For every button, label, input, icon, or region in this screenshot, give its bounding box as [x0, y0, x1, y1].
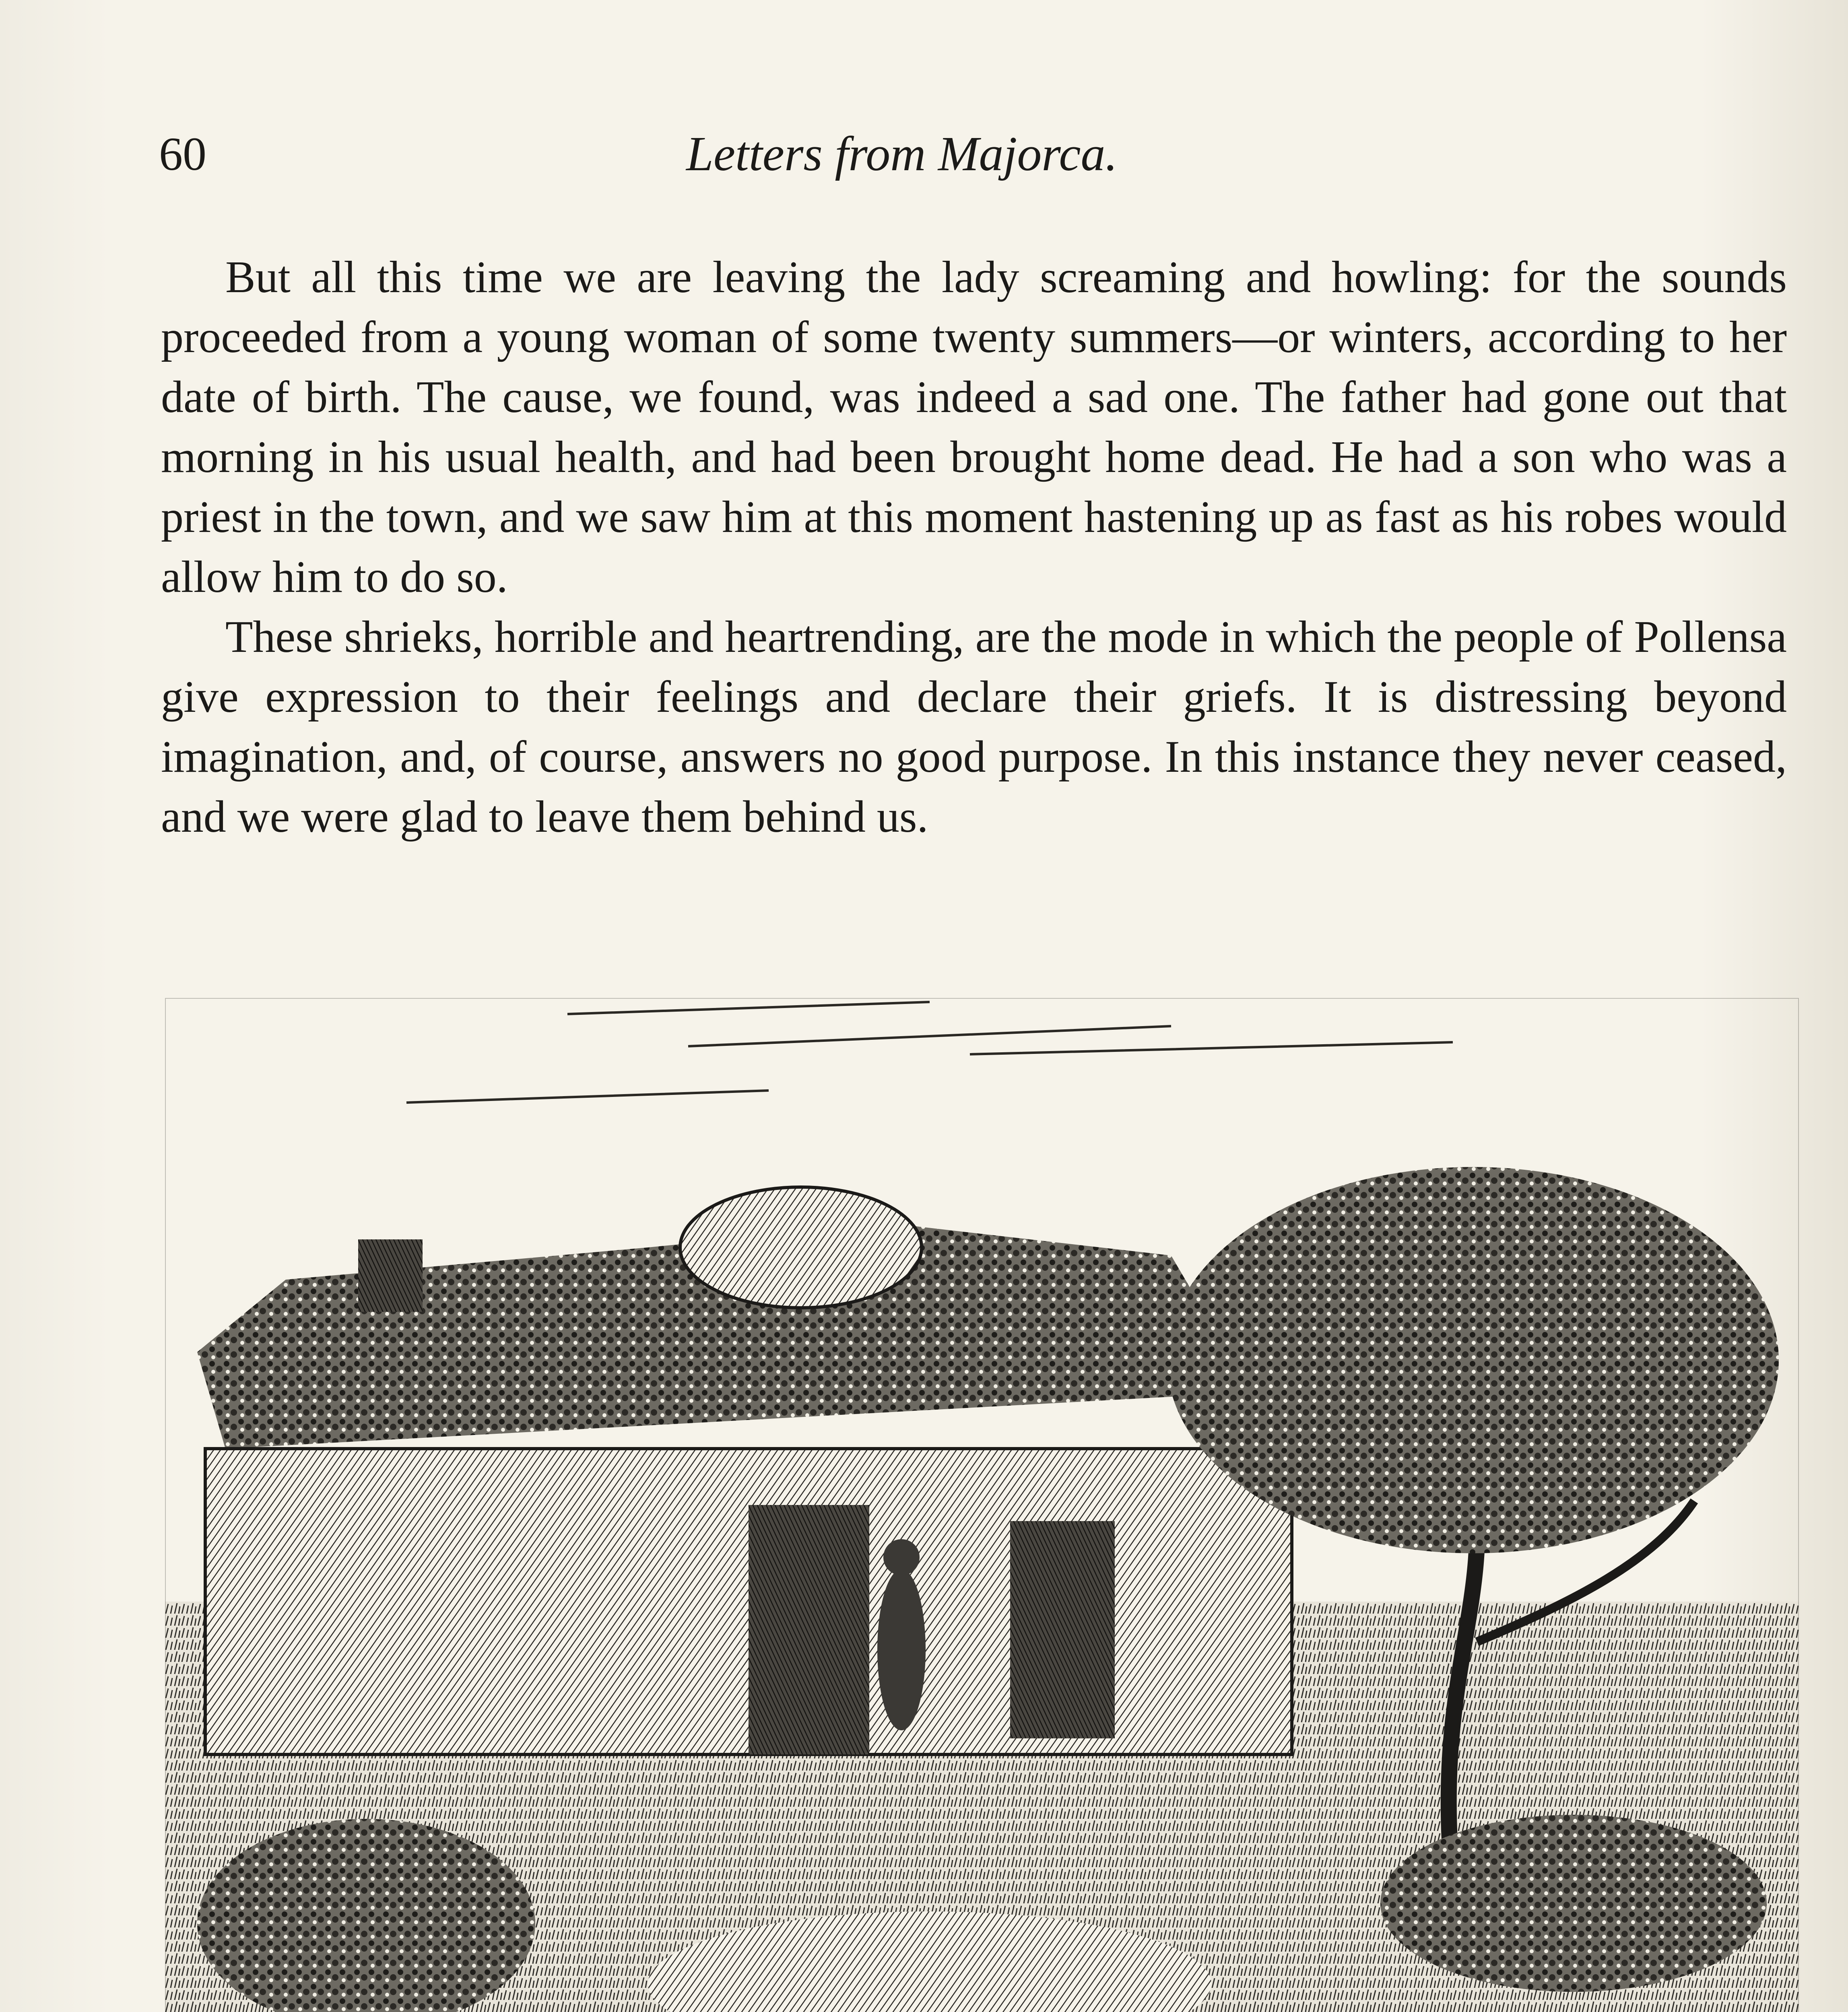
body-text-before-figure: [161, 247, 1787, 847]
engraving-illustration: [165, 998, 1799, 2012]
paragraph: But all this time we are leaving the lady screaming and howling: for the sounds proceeded from a young woman of some twenty summers—or winters, according to her date of birth. The cause, we found, was indeed a sad one. The father had gone out that morning in his usual health, and had been brought home dead. He had a son who was a priest in the town, and we saw him at this moment hastening up as fast as his robes would allow him to do so.: [161, 252, 1787, 602]
page-number: 60: [159, 128, 206, 180]
running-title: Letters from Majorca.: [686, 127, 1118, 181]
paragraph: These shrieks, horrible and heartrending, are the mode in which the people of Pollensa give expression to their feelings and declare their griefs. It is distressing beyond imagination, and, of course, answers no good purpose. In this instance they never ceased, and we were glad to leave them behind us.: [161, 612, 1787, 842]
page-header: [159, 128, 1769, 180]
